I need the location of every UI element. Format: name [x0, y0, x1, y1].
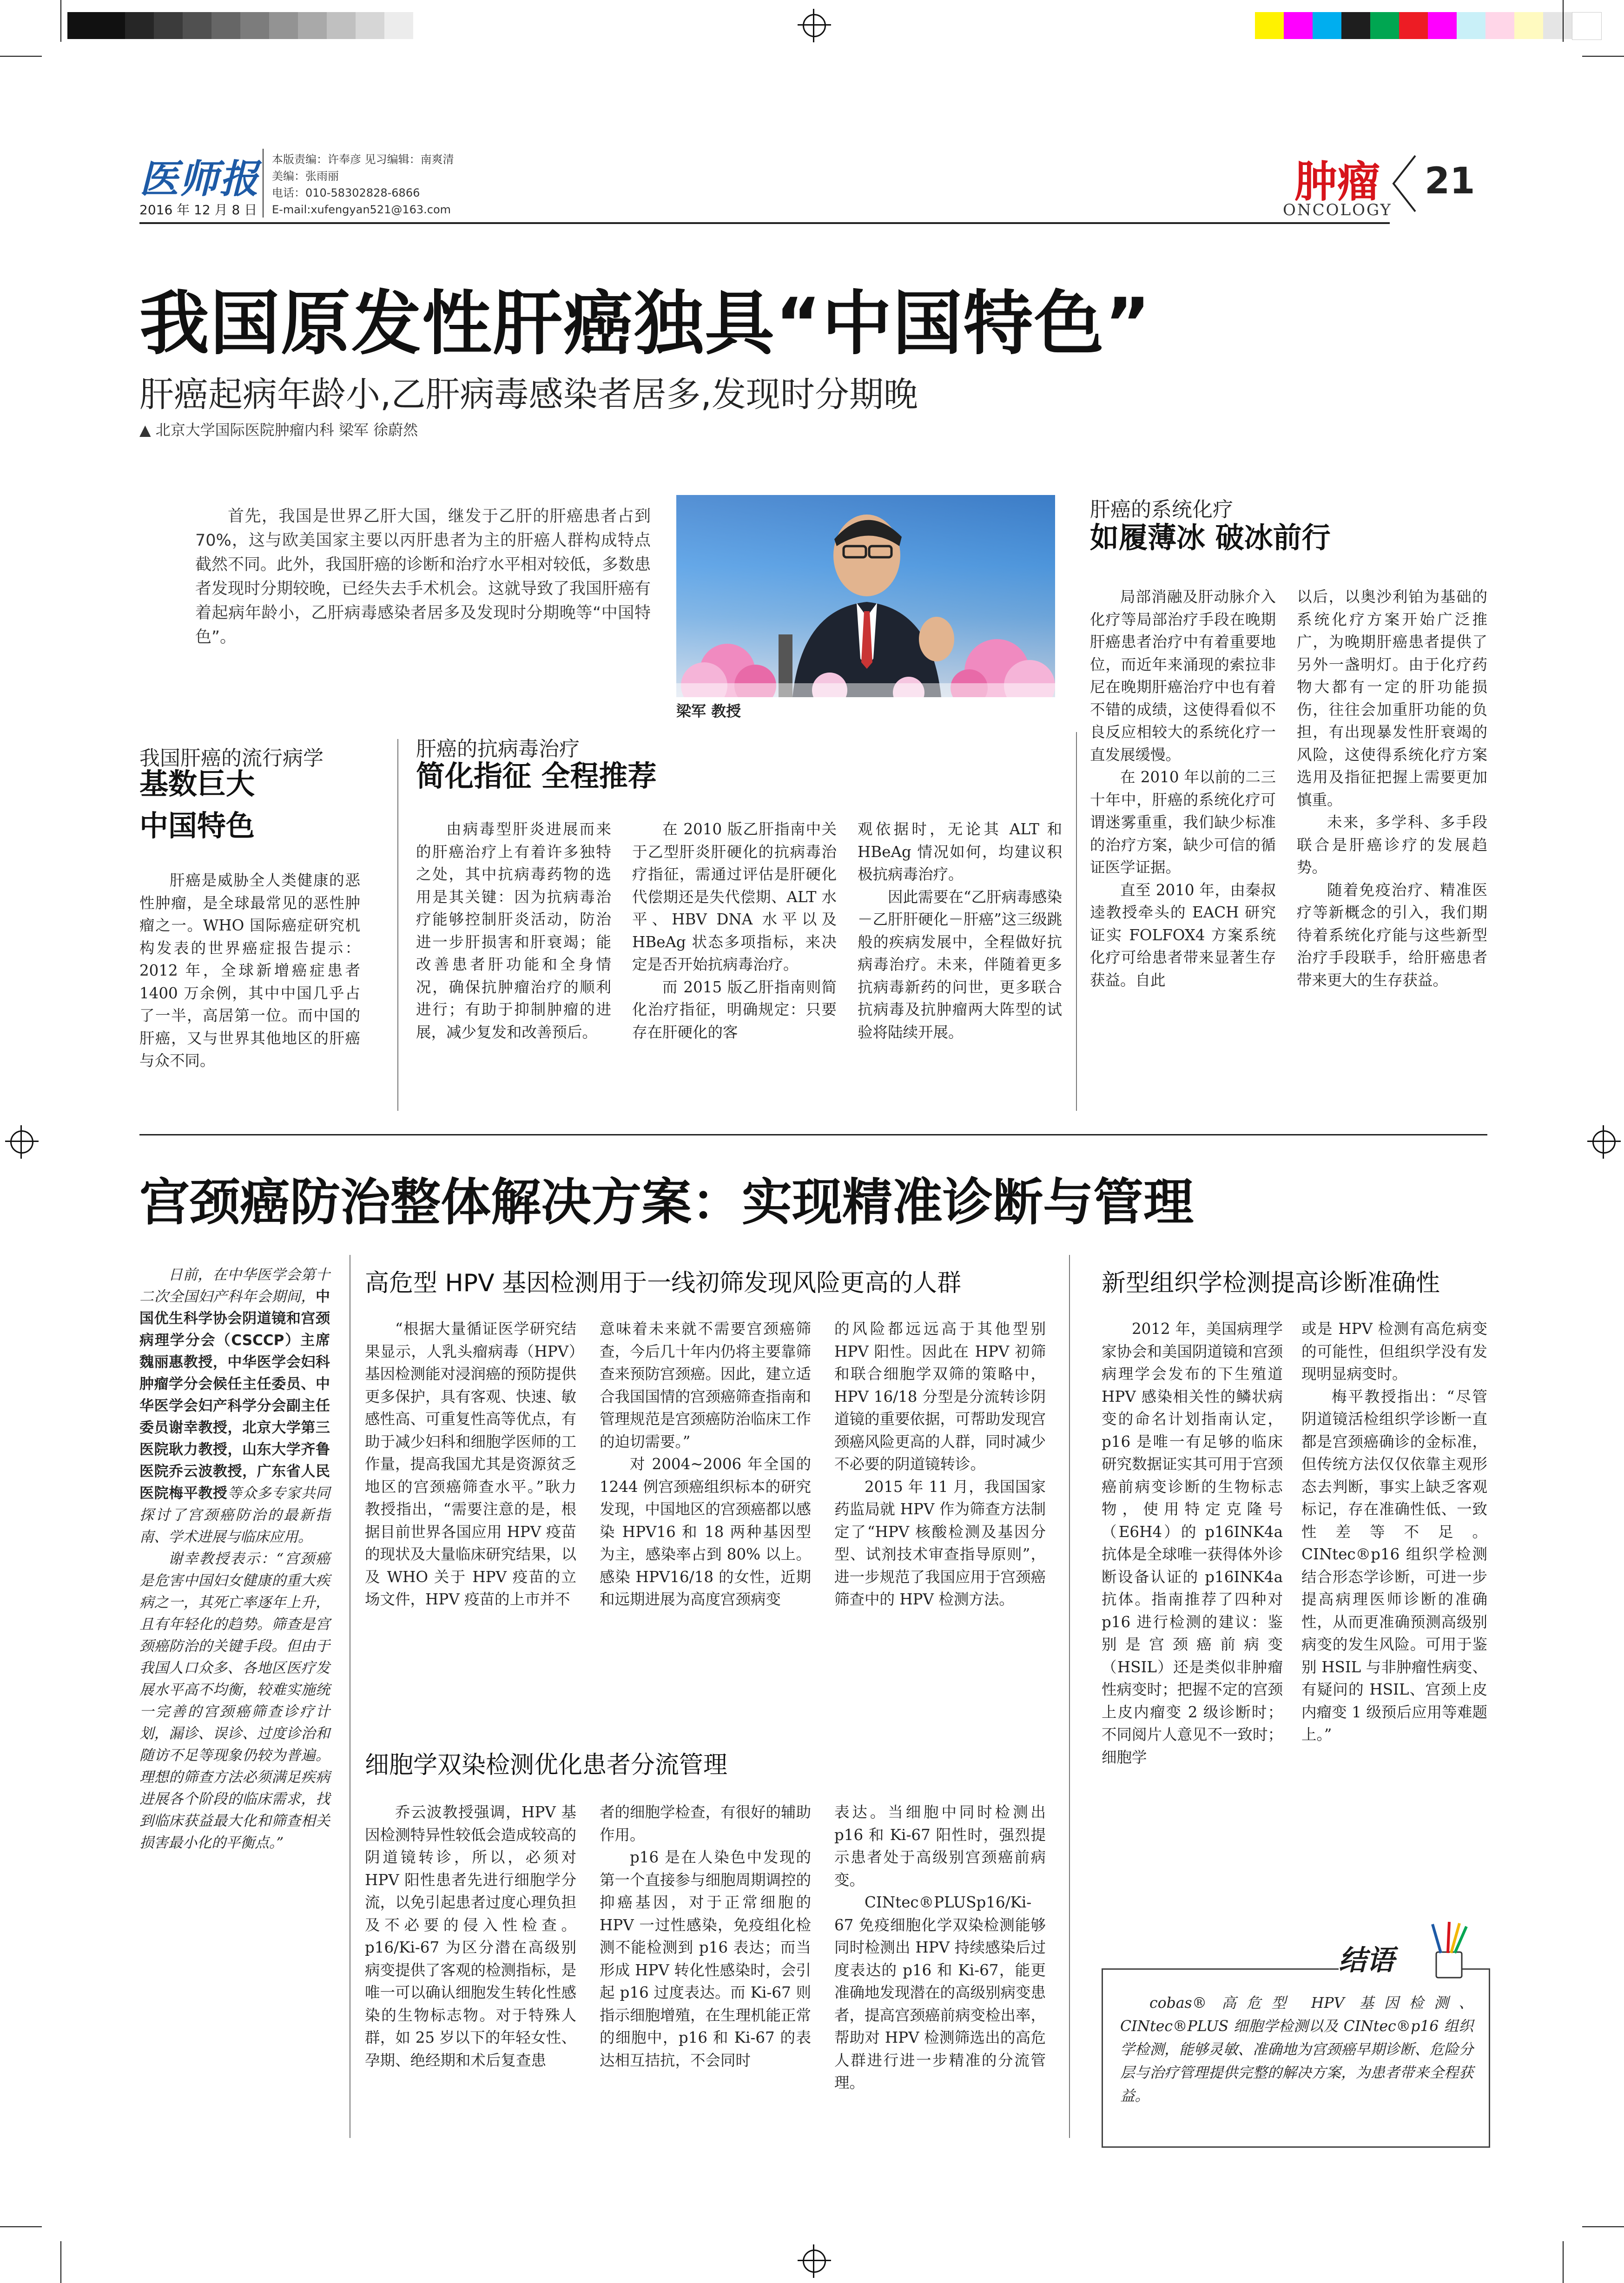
secB-column-3 — [834, 1801, 1046, 2094]
credit-line: E-mail:xufengyan521@163.com — [272, 203, 451, 216]
conclusion-label: 结语 — [1339, 1944, 1394, 1977]
sec2-text: 在 2010 版乙肝指南中关于乙型肝炎肝硬化的抗病毒治疗指征，需通过评估是肝硬化代偿期还是失代偿期、ALT 水平、HBV DNA 水平以及 HBeAg 状态多项指标，来决定是否开始抗病毒治疗。 — [632, 820, 837, 973]
sec3-kicker: 肝癌的系统化疗 — [1090, 498, 1233, 521]
secA-text: 对 2004~2006 年全国的 1244 例宫颈癌组织标本的研究发现，中国地区的宫颈癌都以感染 HPV16 和 18 两种基因型为主，感染率占到 80% 以上。感染 HPV16/18 的女性，近期和远期进展为高度宫颈病变 — [600, 1455, 812, 1608]
sec3-column-1 — [1090, 586, 1276, 991]
column-divider — [397, 739, 398, 1111]
sec2-text: 观依据时，无论其 ALT 和 HBeAg 情况如何，均建议积极抗病毒治疗。 — [858, 820, 1062, 883]
grayscale-registration-strip — [67, 12, 413, 39]
secB-column-1 — [365, 1801, 576, 2072]
sec3-column-2 — [1297, 586, 1487, 991]
editor-credits — [272, 151, 454, 218]
column-divider — [1069, 1255, 1070, 2138]
registration-target-left — [10, 1130, 33, 1154]
secA-column-2 — [600, 1318, 811, 1611]
secB-text: p16 是在人染色中发现的第一个直接参与细胞周期调控的抑癌基因，对于正常细胞的 HPV 一过性感染，免疫组化检测不能检测到 p16 表达；而当形成 HPV 转化性感染时，会引起 p16 过度表达。而 Ki-67 则指示细胞增殖，在生理机能正常的细胞中，p16 和 Ki-67 的表达相互拮抗，不会同时 — [600, 1848, 812, 2069]
sec2-text: 因此需要在“乙肝病毒感染－乙肝肝硬化－肝癌”这三级跳般的疾病发展中，全程做好抗病毒治疗。未来，伴随着更多抗病毒新药的问世，更多联合抗病毒及抗肿瘤两大阵型的试验将陆续开展。 — [858, 888, 1062, 1041]
sec1-title-line2: 中国特色 — [139, 809, 255, 843]
page-number: 21 — [1425, 160, 1475, 202]
newspaper-logo: 医师报 — [139, 156, 260, 202]
sec3-text: 直至 2010 年，由秦叔逵教授牵头的 EACH 研究证实 FOLFOX4 方案系统化疗可给患者带来显著生存获益。自此 — [1090, 881, 1276, 989]
photo-caption: 梁军 教授 — [676, 702, 741, 720]
secB-text: CINtec®PLUSp16/Ki-67 免疫细胞化学双染检测能够同时检测出 HPV 持续感染后过度表达的 p16 和 Ki-67，能更准确地发现潜在的高级别病变患者，提高宫颈癌前病变检出率，帮助对 HPV 检测筛选出的高危人群进行进一步精准的分流管理。 — [834, 1894, 1046, 2092]
credit-line: 本版责编：许奉彦 见习编辑：南爽清 — [272, 153, 454, 166]
section-english: ONCOLOGY — [1283, 201, 1392, 219]
article-separator — [139, 1134, 1487, 1135]
sec3-text: 在 2010 年以前的二三十年中，肝癌的系统化疗可谓迷雾重重，我们缺少标准的治疗方案，缺少可信的循证医学证据。 — [1090, 768, 1276, 876]
article1-headline: 我国原发性肝癌独具“中国特色” — [139, 284, 1152, 364]
secA-text: “根据大量循证医学研究结果显示，人乳头瘤病毒（HPV）基因检测能对浸润癌的预防提供更多保护，具有客观、快速、敏感性高、可重复性高等优点，有助于减少妇科和细胞学医师的工作量，提高我国尤其是资源贫乏地区的宫颈癌筛查水平。”耿力教授指出，“需要注意的是，根据目前世界各国应用 HPV 疫苗的现状及大量临床研究结果，以及 WHO 关于 HPV 疫苗的立场文件，HPV 疫苗的上市并不 — [365, 1320, 577, 1608]
secC-text: 或是 HPV 检测有高危病变的可能性，但组织学没有发现明显病变时。 — [1301, 1320, 1487, 1383]
sec3-text: 未来，多学科、多手段联合是肝癌诊疗的发展趋势。 — [1297, 813, 1487, 876]
crop-mark — [1563, 0, 1564, 42]
crop-mark — [60, 2241, 61, 2283]
credit-line: 电话：010-58302828-6866 — [272, 186, 420, 199]
secC-text: 2012 年，美国病理学家协会和美国阴道镜和宫颈病理学会发布的下生殖道 HPV 感染相关性的鳞状病变的命名计划指南认定，p16 是唯一有足够的临床研究数据证实其可用于宫颈癌前病变诊断的生物标志物，使用特定克隆号（E6H4）的 p16INK4a 抗体是全球唯一获得体外诊断设备认证的 p16INK4a 抗体。指南推荐了四种对 p16 进行检测的建议：鉴别是宫颈癌前病变（HSIL）还是类似非肿瘤性病变时；把握不定的宫颈上皮内瘤变 2 级诊断时；不同阅片人意见不一致时；细胞学 — [1102, 1320, 1283, 1766]
sec3-text: 局部消融及肝动脉介入化疗等局部治疗手段在晚期肝癌患者治疗中有着重要地位，而近年来涌现的索拉非尼在晚期肝癌治疗中也有着不错的成绩，这使得看似不良反应相较大的系统化疗一直发展缓慢。 — [1090, 588, 1276, 764]
sec1-column — [139, 869, 360, 1072]
sec3-title: 如履薄冰 破冰前行 — [1090, 521, 1331, 554]
issue-date: 2016 年 12 月 8 日 — [139, 202, 257, 218]
masthead-divider — [263, 149, 264, 218]
article2-lead — [139, 1264, 330, 1854]
registration-target-right — [1592, 1130, 1616, 1154]
article1-intro — [195, 504, 651, 649]
sec3-text: 随着免疫治疗、精准医疗等新概念的引入，我们期待着系统化疗能与这些新型治疗手段联手，给肝癌患者带来更大的生存获益。 — [1297, 881, 1487, 989]
lead-text: 日前，在中华医学会第十二次全国妇产科年会期间， — [139, 1267, 330, 1305]
secC-column-2 — [1301, 1318, 1487, 1746]
secA-text: 意味着未来就不需要宫颈癌筛查，今后几十年内仍将主要靠筛查来预防宫颈癌。因此，建立适合我国国情的宫颈癌筛查指南和管理规范是宫颈癌防治临床工作的迫切需要。” — [600, 1320, 812, 1451]
color-registration-strip — [1255, 12, 1602, 39]
chevron-left-icon — [1390, 153, 1418, 214]
section-name: 肿瘤 — [1294, 157, 1380, 207]
secC-text: 梅平教授指出：“尽管阴道镜活检组织学诊断一直都是宫颈癌确诊的金标准，但传统方法仅仅依靠主观形态去判断，事实上缺乏客观标记，存在准确性低、一致性差等不足。CINtec®p16 组织学检测结合形态学诊断，可进一步提高病理医师诊断的准确性，从而更准确预测高级别病变的发生风险。可用于鉴别 HSIL 与非肿瘤性病变、有疑问的 HSIL、宫颈上皮内瘤变 1 级预后应用等难题上。” — [1301, 1387, 1487, 1743]
crop-mark — [1563, 2241, 1564, 2283]
conclusion-text-block — [1120, 1992, 1473, 2108]
registration-target-bottom — [803, 2250, 826, 2273]
conclusion-text: cobas® 高危型 HPV 基因检测、CINtec®PLUS 细胞学检测以及 CINtec®p16 组织学检测，能够灵敏、准确地为宫颈癌早期诊断、危险分层与治疗管理提供完整的解决方案，为患者带来全程获益。 — [1120, 1995, 1473, 2105]
pencil-cup-icon — [1422, 1920, 1473, 1980]
secA-column-1 — [365, 1318, 576, 1611]
secB-text: 者的细胞学检查，有很好的辅助作用。 — [600, 1803, 812, 1844]
secB-text: 乔云波教授强调，HPV 基因检测特异性较低会造成较高的阴道镜转诊，所以，必须对 HPV 阳性患者先进行细胞学分流，以免引起患者过度心理负担及不必要的侵入性检查。p16/Ki-67 为区分潜在高级别病变提供了客观的检测指标，是唯一可以确认细胞发生转化性感染的生物标志物。对于特殊人群，如 25 岁以下的年轻女性、孕期、绝经期和术后复查患 — [365, 1803, 577, 2069]
secB-column-2 — [600, 1801, 811, 2072]
article1-subheadline: 肝癌起病年龄小,乙肝病毒感染者居多,发现时分期晚 — [139, 375, 918, 415]
secA-column-3 — [834, 1318, 1046, 1611]
article1-byline: ▲ 北京大学国际医院肿瘤内科 梁军 徐蔚然 — [139, 421, 418, 439]
portrait-photo — [676, 495, 1055, 697]
crop-mark — [1582, 56, 1624, 57]
crop-mark — [0, 2226, 42, 2227]
article2-headline: 宫颈癌防治整体解决方案：实现精准诊断与管理 — [139, 1174, 1194, 1232]
sec1-kicker: 我国肝癌的流行病学 — [139, 746, 323, 770]
lead-quote: 谢幸教授表示：“宫颈癌是危害中国妇女健康的重大疾病之一，其死亡率逐年上升，且有年轻化的趋势。筛查是宫颈癌防治的关键手段。但由于我国人口众多、各地区医疗发展水平高不均衡，较难实施统一完善的宫颈癌筛查诊疗计划，漏诊、误诊、过度诊治和随访不足等现象仍较为普遍。理想的筛查方法必须满足疾病进展各个阶段的临床需求，找到临床获益最大化和筛查相关损害最小化的平衡点。” — [139, 1551, 330, 1851]
sec2-text: 由病毒型肝炎进展而来的肝癌治疗上有着许多独特之处，其中抗病毒药物的选用是其关键：因为抗病毒治疗能够控制肝炎活动，防治进一步肝损害和肝衰竭；能改善患者肝功能和全身情况，确保抗肿瘤治疗的顺利进行；有助于抑制肿瘤的进展，减少复发和改善预后。 — [416, 820, 611, 1041]
intro-paragraph: 首先，我国是世界乙肝大国，继发于乙肝的肝癌患者占到 70%，这与欧美国家主要以丙肝患者为主的肝癌人群构成特点截然不同。此外，我国肝癌的诊断和治疗水平相对较低，多数患者发现时分期较晚，已经失去手术机会。这就导致了我国肝癌有着起病年龄小，乙肝病毒感染者居多及发现时分期晚等“中国特色”。 — [195, 507, 651, 647]
sec3-text: 以后，以奥沙利铂为基础的系统化疗方案开始广泛推广，为晚期肝癌患者提供了另外一盏明灯。由于化疗药物大都有一定的肝功能损伤，往往会加重肝功能的负担，有出现暴发性肝衰竭的风险，这使得系统化疗方案选用及指征把握上需要更加慎重。 — [1297, 588, 1487, 809]
column-divider — [1076, 732, 1077, 1111]
sec2-text: 而 2015 版乙肝指南则简化治疗指征，明确规定：只要存在肝硬化的客 — [632, 978, 837, 1041]
registration-target-top — [803, 14, 826, 37]
crop-mark — [1582, 2226, 1624, 2227]
secC-column-1 — [1102, 1318, 1283, 1768]
secC-title: 新型组织学检测提高诊断准确性 — [1102, 1269, 1440, 1297]
secA-text: 的风险都远远高于其他型别 HPV 阳性。因此在 HPV 初筛和联合细胞学双筛的策略中，HPV 16/18 分型是分流转诊阴道镜的重要依据，可帮助发现宫颈癌风险更高的人群，同时减少不必要的阴道镜转诊。 — [834, 1320, 1046, 1473]
sec1-title-line1: 基数巨大 — [139, 767, 255, 801]
credit-line: 美编：张雨丽 — [272, 170, 339, 183]
speaker-illustration — [676, 495, 1055, 697]
lead-text: 等众多专家共同探讨了宫颈癌防治的最新指南、学术进展与临床应用。 — [139, 1485, 330, 1545]
sec2-title: 简化指征 全程推荐 — [416, 759, 657, 793]
masthead-rule — [139, 222, 1390, 224]
crop-mark — [0, 56, 42, 57]
sec2-column-1 — [416, 818, 611, 1043]
secA-title: 高危型 HPV 基因检测用于一线初筛发现风险更高的人群 — [365, 1269, 962, 1297]
sec2-kicker: 肝癌的抗病毒治疗 — [416, 737, 580, 761]
lead-experts: 中国优生科学协会阴道镜和宫颈病理学分会（CSCCP）主席魏丽惠教授，中华医学会妇科肿瘤学分会候任主任委员、中华医学会妇产科学分会副主任委员谢幸教授，北京大学第三医院耿力教授，山东大学齐鲁医院乔云波教授，广东省人民医院梅平教授 — [139, 1288, 330, 1502]
sec1-text: 肝癌是威胁全人类健康的恶性肿瘤，是全球最常见的恶性肿瘤之一。WHO 国际癌症研究机构发表的世界癌症报告提示：2012 年，全球新增癌症患者 1400 万余例，其中中国几乎占了一半，高居第一位。而中国的肝癌，又与世界其他地区的肝癌与众不同。 — [139, 871, 360, 1069]
secB-title: 细胞学双染检测优化患者分流管理 — [365, 1751, 728, 1779]
sec2-column-3 — [858, 818, 1062, 1043]
crop-mark — [60, 0, 61, 42]
secB-text: 表达。当细胞中同时检测出 p16 和 Ki-67 阳性时，强烈提示患者处于高级别宫颈癌前病变。 — [834, 1803, 1046, 1889]
secA-text: 2015 年 11 月，我国国家药监局就 HPV 作为筛查方法制定了“HPV 核酸检测及基因分型、试剂技术审查指导原则”，进一步规范了我国应用于宫颈癌筛查中的 HPV 检测方法。 — [834, 1478, 1046, 1608]
sec2-column-2 — [632, 818, 837, 1043]
lead-paragraph — [139, 1264, 330, 1548]
